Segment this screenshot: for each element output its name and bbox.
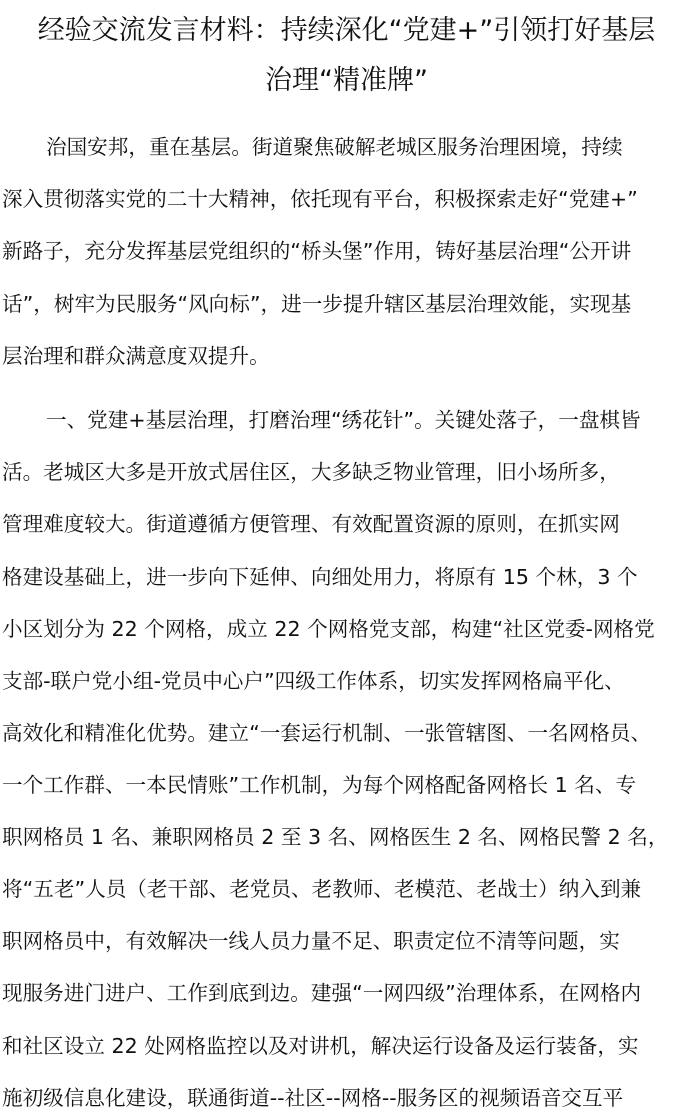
text-line: 高效化和精准化优势。建立“一套运行机制、一张管辖图、一名网格员、 xyxy=(2,721,652,745)
text-line: 职网格员中，有效解决一线人员力量不足、职责定位不清等问题，实 xyxy=(2,929,620,953)
text-line: 小区划分为 22 个网格，成立 22 个网格党支部，构建“社区党委-网格党 xyxy=(2,617,655,641)
text-line: 将“五老”人员（老干部、老党员、老教师、老模范、老战士）纳入到兼 xyxy=(2,877,642,901)
text-line: 施初级信息化建设，联通街道--社区--网格--服务区的视频语音交互平 xyxy=(2,1086,624,1110)
text-line: 一、党建+基层治理，打磨治理“绣花针”。关键处落子，一盘棋皆 xyxy=(46,408,641,432)
document-title-line-2: 治理“精准牌” xyxy=(265,65,428,96)
text-line: 治国安邦，重在基层。街道聚焦破解老城区服务治理困境，持续 xyxy=(46,135,623,159)
document-title-line-1: 经验交流发言材料：持续深化“党建+”引领打好基层 xyxy=(37,15,656,46)
text-line: 话”，树牢为民服务“风向标”，进一步提升辖区基层治理效能，实现基 xyxy=(2,292,632,316)
text-line: 活。老城区大多是开放式居住区，大多缺乏物业管理，旧小场所多， xyxy=(2,460,620,484)
text-line: 现服务进门进户、工作到底到边。建强“一网四级”治理体系，在网格内 xyxy=(2,981,642,1005)
text-line: 支部-联户党小组-党员中心户”四级工作体系，切实发挥网格扁平化、 xyxy=(2,669,625,693)
text-line: 格建设基础上，进一步向下延伸、向细处用力，将原有 15 个林，3 个 xyxy=(2,565,638,589)
text-line: 一个工作群、一本民情账”工作机制，为每个网格配备网格长 1 名、专 xyxy=(2,773,637,797)
text-line: 层治理和群众满意度双提升。 xyxy=(2,344,270,368)
text-line: 深入贯彻落实党的二十大精神，依托现有平台，积极探索走好“党建+” xyxy=(2,187,638,211)
text-line: 职网格员 1 名、兼职网格员 2 至 3 名、网格医生 2 名、网格民警 2 名， xyxy=(2,825,669,849)
text-line: 管理难度较大。街道遵循方便管理、有效配置资源的原则，在抓实网 xyxy=(2,512,620,536)
text-line: 新路子，充分发挥基层党组织的“桥头堡”作用，铸好基层治理“公开讲 xyxy=(2,239,632,263)
text-line: 和社区设立 22 处网格监控以及对讲机，解决运行设备及运行装备，实 xyxy=(2,1034,639,1058)
